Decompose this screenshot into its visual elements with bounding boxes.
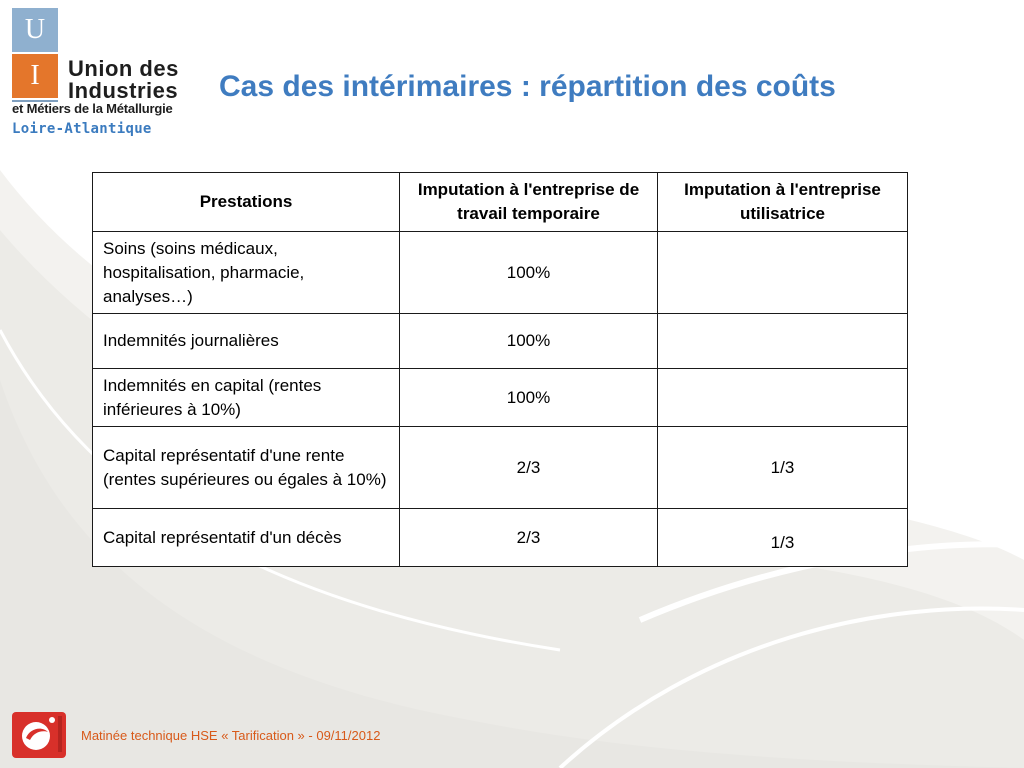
cell-prestation: Capital représentatif d'une rente (rentes supérieures ou égales à 10%) [93, 427, 400, 509]
table-row [93, 369, 908, 427]
footer-logo-icon [12, 712, 66, 758]
table-header-row [93, 173, 908, 232]
cell-eu: 1/3 [658, 509, 908, 567]
cell-ett: 100% [400, 314, 658, 369]
logo-name [68, 58, 179, 102]
cell-ett: 100% [400, 232, 658, 314]
cell-eu: 1/3 [658, 427, 908, 509]
cell-ett: 100% [400, 369, 658, 427]
header-ett: Imputation à l'entreprise de travail temporaire [400, 173, 658, 232]
cell-eu [658, 314, 908, 369]
cell-ett: 2/3 [400, 427, 658, 509]
footer-text: Matinée technique HSE « Tarification » - 09/11/2012 [81, 728, 381, 743]
logo-subtitle: et Métiers de la Métallurgie [12, 101, 173, 116]
cell-ett: 2/3 [400, 509, 658, 567]
header-eu: Imputation à l'entreprise utilisatrice [658, 173, 908, 232]
header-prestations: Prestations [93, 173, 400, 232]
cell-prestation: Indemnités journalières [93, 314, 400, 369]
logo-name-line1: Union des [68, 56, 179, 81]
table-row [93, 427, 908, 509]
table-row [93, 509, 908, 567]
slide-title: Cas des intérimaires : répartition des coûts [219, 70, 836, 103]
table-row [93, 232, 908, 314]
cost-allocation-table [92, 172, 908, 567]
table-row [93, 314, 908, 369]
organization-logo [12, 8, 192, 143]
logo-region: Loire-Atlantique [12, 121, 152, 137]
logo-name-line2: Industries [68, 78, 179, 103]
logo-tile-i: I [12, 54, 58, 98]
cell-eu [658, 369, 908, 427]
logo-tile-u: U [12, 8, 58, 52]
cell-prestation: Soins (soins médicaux, hospitalisation, pharmacie, analyses…) [93, 232, 400, 314]
cell-prestation: Indemnités en capital (rentes inférieures à 10%) [93, 369, 400, 427]
cell-eu [658, 232, 908, 314]
cell-prestation: Capital représentatif d'un décès [93, 509, 400, 567]
